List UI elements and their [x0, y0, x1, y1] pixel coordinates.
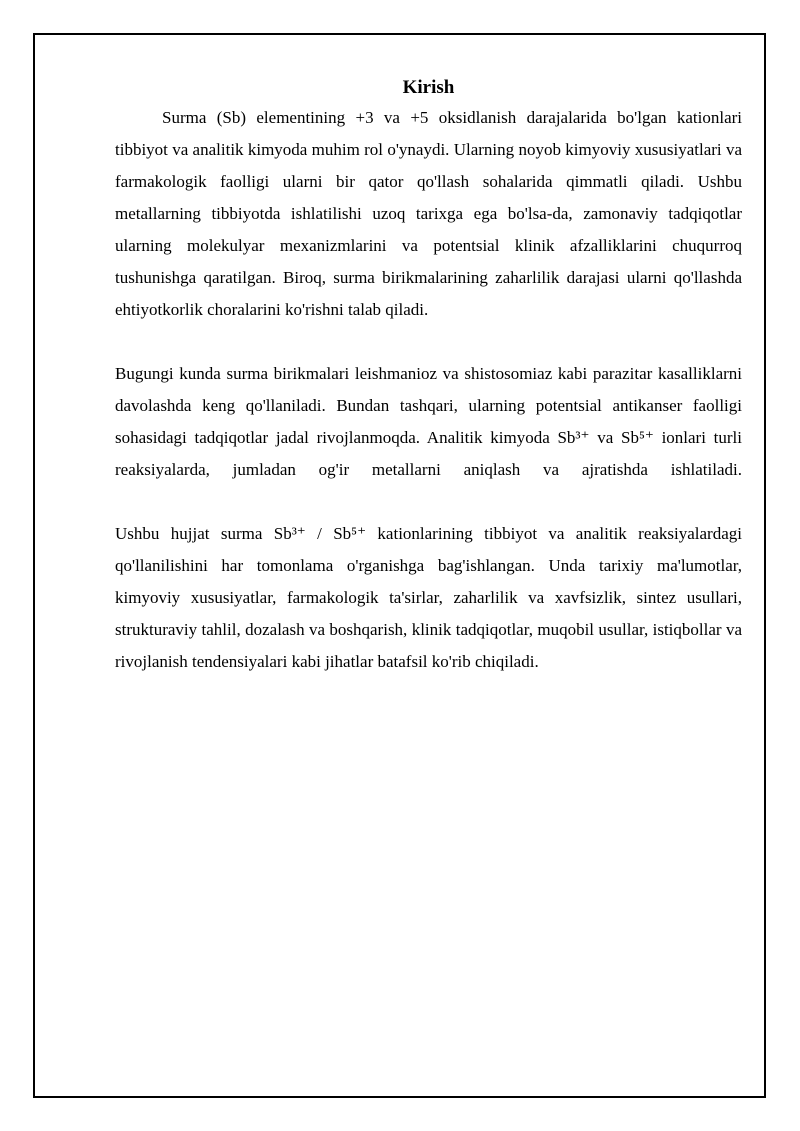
document-body: [115, 74, 742, 678]
paragraph-2: Bugungi kunda surma birikmalari leishmanioz va shistosomiaz kabi parazitar kasalliklarni davolashda keng qo'llaniladi. Bundan tashqari, ularning potentsial antikanser faolligi sohasidagi tadqiqotlar jadal rivojlanmoqda. Analitik kimyoda Sb³⁺ va Sb⁵⁺ ionlari turli reaksiyalarda, jumladan og'ir metallarni aniqlash va ajratishda ishlatiladi.: [115, 364, 742, 479]
paragraph-1: Surma (Sb) elementining +3 va +5 oksidlanish darajalarida bo'lgan kationlari tibbiyot va analitik kimyoda muhim rol o'ynaydi. Ularning noyob kimyoviy xususiyatlari va farmakologik faolligi ularni bir qator qo'llash sohalarida qimmatli qiladi. Ushbu metallarning tibbiyotda ishlatilishi uzoq tarixga ega bo'lsa-da, zamonaviy tadqiqotlar ularning molekulyar mexanizmlarini va potentsial klinik afzalliklarini chuqurroq tushunishga qaratilgan. Biroq, surma birikmalarining zaharlilik darajasi ularni qo'llashda ehtiyotkorlik choralarini ko'rishni talab qiladi.: [115, 108, 742, 319]
paragraph-3: Ushbu hujjat surma Sb³⁺ / Sb⁵⁺ kationlarining tibbiyot va analitik reaksiyalardagi qo'llanilishini har tomonlama o'rganishga bag'ishlangan. Unda tarixiy ma'lumotlar, kimyoviy xususiyatlar, farmakologik ta'sirlar, zaharlilik va xavfsizlik, sintez usullari, strukturaviy tahlil, dozalash va boshqarish, klinik tadqiqotlar, muqobil usullar, istiqbollar va rivojlanish tendensiyalari kabi jihatlar batafsil ko'rib chiqiladi.: [115, 524, 742, 671]
document-title: Kirish: [402, 77, 455, 98]
